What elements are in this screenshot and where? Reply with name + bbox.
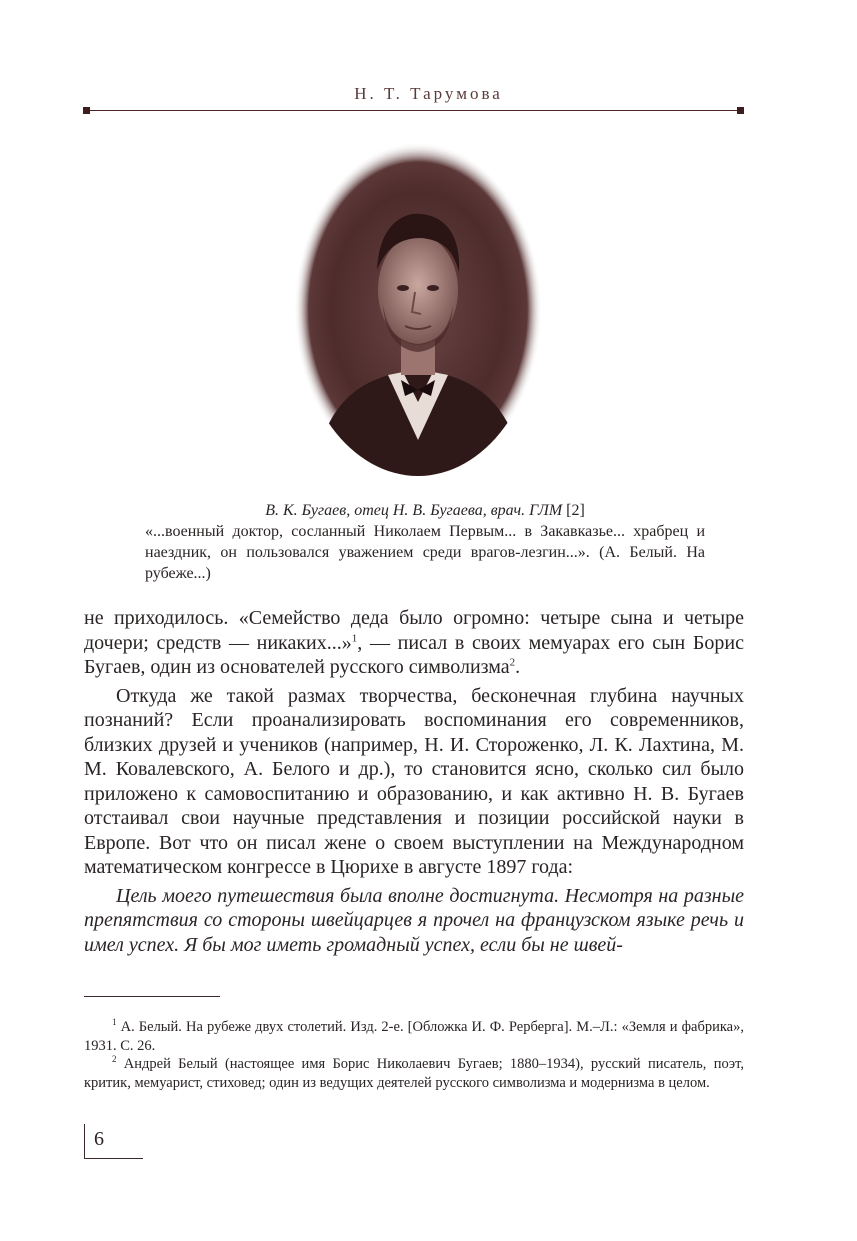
- footnote-2-text: Андрей Белый (настоящее имя Борис Николаевич Бугаев; 1880–1934), русский писатель, поэт, критик, мемуарист, стиховед; один из ведущих деятелей русского символизма и модернизма в целом.: [84, 1056, 744, 1091]
- page-number-frame: [84, 1124, 143, 1159]
- paragraph-1-text-b: , — писал в своих мемуарах его сын Борис Бугаев, один из основателей русского символизма: [84, 631, 744, 678]
- page-number: 6: [94, 1128, 104, 1150]
- caption-title: В. К. Бугаев, отец Н. В. Бугаева, врач. ГЛМ: [265, 502, 563, 519]
- footnote-ref-2: 2: [509, 656, 516, 669]
- footnote-1-mark: 1: [112, 1017, 117, 1028]
- paragraph-1: [84, 606, 744, 680]
- footnote-1: [84, 1018, 744, 1055]
- quote-paragraph: Цель моего путешествия была вполне достигнута. Несмотря на разные препятствия со стороны швейцарцев я прочел на французском языке речь и имел успех. Я бы мог иметь громадный успех, если бы не швей-: [84, 884, 744, 956]
- portrait-image: [293, 140, 543, 480]
- header-rule: [84, 110, 744, 111]
- figure-caption: [145, 500, 705, 584]
- footnotes: [84, 1018, 744, 1092]
- paragraph-2: Откуда же такой размах творчества, бесконечная глубина научных познаний? Если проанализировать воспоминания его современников, близких друзей и учеников (например, Н. И. Стороженко, Л. К. Лахтина, М. М. Ковалевского, А. Белого и др.), то становится ясно, сколько сил было приложено к самовоспитанию и образованию, и как активно Н. В. Бугаев отстаивал свои научные представления и позиции российской науки в Европе. Вот что он писал жене о своем выступлении на Международном математическом конгрессе в Цюрихе в августе 1897 года:: [84, 684, 744, 878]
- footnote-ref-1: 1: [351, 631, 358, 644]
- caption-body: «...военный доктор, сосланный Николаем Первым... в Закавказье... храбрец и наездник, он пользовался уважением среди врагов-лезгин...». (А. Белый. На рубеже...): [145, 523, 705, 582]
- main-text: [84, 606, 744, 957]
- footnote-rule: [84, 996, 220, 997]
- caption-ref: [2]: [562, 502, 585, 519]
- footnote-2-mark: 2: [112, 1054, 117, 1065]
- caption-title-line: [145, 500, 705, 521]
- header-rule-right-end: [737, 107, 744, 114]
- paragraph-1-text-a: не приходилось. «Семейство деда было огромно: четыре сына и четыре дочери; средств — никаких...»: [84, 607, 744, 654]
- running-head: Н. Т. Тарумова: [354, 84, 503, 103]
- header-rule-left-end: [83, 107, 90, 114]
- paragraph-1-text-c: .: [515, 656, 521, 678]
- footnote-1-text: А. Белый. На рубеже двух столетий. Изд. 2-е. [Обложка И. Ф. Рерберга]. М.–Л.: «Земля и фабрика», 1931. С. 26.: [84, 1019, 744, 1054]
- footnote-2: [84, 1055, 744, 1092]
